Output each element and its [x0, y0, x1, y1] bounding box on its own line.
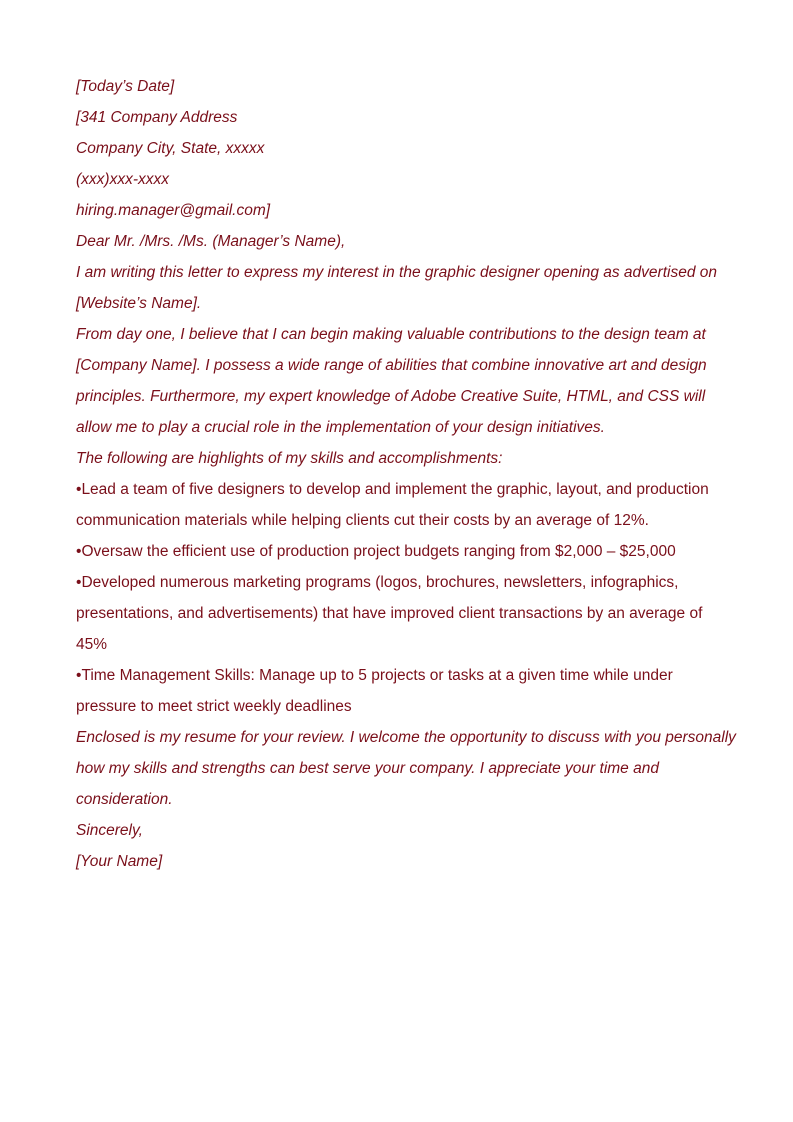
salutation: Dear Mr. /Mrs. /Ms. (Manager’s Name), [76, 233, 346, 250]
closing-paragraph: Enclosed is my resume for your review. I welcome the opportunity to discuss with you personally how my skills and strengths can best serve your company. I appreciate your time and consideration. [76, 729, 736, 808]
highlight-text: Lead a team of five designers to develop and implement the graphic, layout, and production communication materials while helping clients cut their costs by an average of 12%. [76, 481, 709, 529]
bullet-icon: • [76, 481, 82, 498]
highlight-text: Time Management Skills: Manage up to 5 projects or tasks at a given time while under pressure to meet strict weekly deadlines [76, 667, 673, 715]
highlight-text: Oversaw the efficient use of production project budgets ranging from $2,000 – $25,000 [81, 543, 676, 560]
email-line: hiring.manager@gmail.com] [76, 202, 271, 219]
bullet-icon: • [76, 667, 82, 684]
highlight-item [76, 567, 736, 660]
signoff: Sincerely, [76, 822, 143, 839]
letter-body [76, 71, 736, 877]
phone-line: (xxx)xxx-xxxx [76, 171, 169, 188]
highlight-text: Developed numerous marketing programs (logos, brochures, newsletters, infographics, presentations, and advertisements) that have improved client transactions by an average of 45% [76, 574, 703, 653]
signature-name: [Your Name] [76, 853, 163, 870]
date-line: [Today’s Date] [76, 78, 175, 95]
bullet-icon: • [76, 543, 82, 560]
bullet-icon: • [76, 574, 82, 591]
highlight-item [76, 660, 736, 722]
highlight-item [76, 536, 736, 567]
intro-paragraph: I am writing this letter to express my interest in the graphic designer opening as advertised on [Website’s Name]. [76, 264, 717, 312]
body-paragraph: From day one, I believe that I can begin making valuable contributions to the design team at [Company Name]. I possess a wide range of abilities that combine innovative art and design principles. Furthermore, my expert knowledge of Adobe Creative Suite, HTML, and CSS will allow me to play a crucial role in the implementation of your design initiatives. [76, 326, 707, 436]
address-line-2: Company City, State, xxxxx [76, 140, 265, 157]
address-line-1: [341 Company Address [76, 109, 238, 126]
highlights-intro: The following are highlights of my skills and accomplishments: [76, 450, 503, 467]
highlight-item [76, 474, 736, 536]
